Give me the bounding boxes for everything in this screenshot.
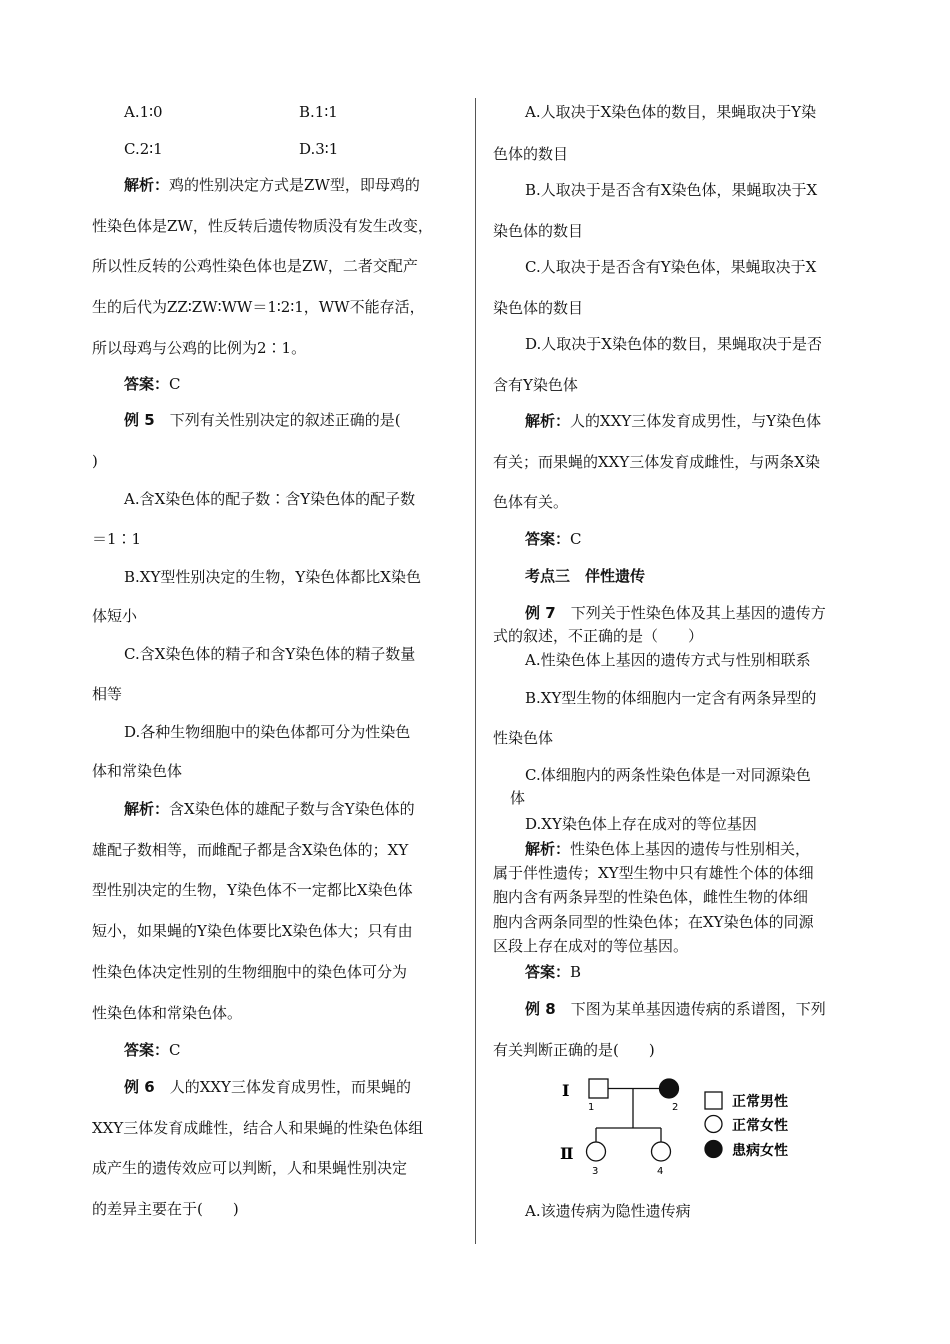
example-7-question: 式的叙述，不正确的是（ ） <box>493 627 704 645</box>
analysis-line: 有关；而果蝇的XXY三体发育成雌性，与两条X染 <box>493 453 820 471</box>
option-b: B.1∶1 <box>299 103 338 121</box>
option-a: A.1∶0 <box>124 103 163 121</box>
normal-female-symbol <box>652 1142 671 1161</box>
example-6-question: 例 6 人的XXY三体发育成男性，而果蝇的 <box>124 1078 411 1096</box>
example-6-option-b: 染色体的数目 <box>493 222 584 240</box>
analysis-line: 解析：含X染色体的雄配子数与含Y染色体的 <box>124 800 415 818</box>
example-7-option-d: D.XY染色体上存在成对的等位基因 <box>525 815 757 833</box>
individual-number: 1 <box>588 1102 595 1113</box>
option-d: D.3∶1 <box>299 140 339 158</box>
legend-label: 患病女性 <box>732 1143 788 1159</box>
example-6-option-a: A.人取决于X染色体的数目，果蝇取决于Y染 <box>525 103 817 121</box>
example-5-option-c: 相等 <box>92 685 123 703</box>
example-5-option-a: A.含X染色体的配子数∶含Y染色体的配子数 <box>124 490 416 508</box>
example-7-option-c: 体 <box>510 789 526 807</box>
analysis-line: 属于伴性遗传；XY型生物中只有雄性个体的体细 <box>493 864 814 882</box>
option-c: C.2∶1 <box>124 140 163 158</box>
answer-line: 答案：C <box>124 375 181 393</box>
legend-male-icon <box>705 1092 722 1109</box>
example-5-option-d: 体和常染色体 <box>92 762 183 780</box>
example-7-question: 例 7 下列关于性染色体及其上基因的遗传方 <box>525 604 826 622</box>
analysis-line: 所以母鸡与公鸡的比例为2∶1。 <box>92 339 307 357</box>
analysis-line: 色体有关。 <box>493 493 569 511</box>
example-7-option-b: 性染色体 <box>493 729 554 747</box>
example-6-question: 的差异主要在于( ) <box>92 1200 239 1218</box>
example-5-question: ) <box>92 452 98 470</box>
legend-label: 正常男性 <box>732 1094 788 1110</box>
example-6-option-a: 色体的数目 <box>493 145 569 163</box>
analysis-line: 短小，如果蝇的Y染色体要比X染色体大；只有由 <box>92 922 413 940</box>
answer-line: 答案：C <box>124 1041 181 1059</box>
example-5-option-d: D.各种生物细胞中的染色体都可分为性染色 <box>124 723 411 741</box>
analysis-line: 生的后代为ZZ∶ZW∶WW＝1∶2∶1，WW不能存活， <box>92 298 425 316</box>
analysis-line: 性染色体是ZW，性反转后遗传物质没有发生改变， <box>92 217 433 235</box>
example-7-option-b: B.XY型生物的体细胞内一定含有两条异型的 <box>525 689 817 707</box>
analysis-line: 胞内含两条同型的性染色体；在XY染色体的同源 <box>493 913 814 931</box>
example-5-option-b: B.XY型性别决定的生物，Y染色体都比X染色 <box>124 568 421 586</box>
individual-number: 2 <box>672 1102 679 1113</box>
legend-female-icon <box>705 1116 722 1133</box>
analysis-line: 区段上存在成对的等位基因。 <box>493 937 689 955</box>
analysis-line: 性染色体决定性别的生物细胞中的染色体可分为 <box>92 963 408 981</box>
example-5-option-b: 体短小 <box>92 607 138 625</box>
answer-line: 答案：B <box>525 963 582 981</box>
analysis-line: 解析：鸡的性别决定方式是ZW型，即母鸡的 <box>124 176 420 194</box>
example-5-question: 例 5 下列有关性别决定的叙述正确的是( <box>124 411 401 429</box>
analysis-line: 雄配子数相等，而雌配子都是含X染色体的；XY <box>92 841 409 859</box>
normal-male-symbol <box>589 1079 608 1098</box>
example-6-option-d: 含有Y染色体 <box>493 376 578 394</box>
analysis-line: 胞内含有两条异型的性染色体，雌性生物的体细 <box>493 888 809 906</box>
analysis-line: 型性别决定的生物，Y染色体不一定都比X染色体 <box>92 881 413 899</box>
answer-line: 答案：C <box>525 530 582 548</box>
analysis-line: 解析：人的XXY三体发育成男性，与Y染色体 <box>525 412 822 430</box>
example-7-option-c: C.体细胞内的两条性染色体是一对同源染色 <box>525 766 811 784</box>
analysis-line: 性染色体和常染色体。 <box>92 1004 243 1022</box>
example-6-question: XXY三体发育成雌性，结合人和果蝇的性染色体组 <box>92 1119 424 1137</box>
generation-label-1: Ⅰ <box>562 1081 570 1100</box>
analysis-line: 解析：性染色体上基因的遗传与性别相关， <box>525 840 811 858</box>
example-5-option-a: ＝1∶1 <box>92 530 142 548</box>
example-7-option-a: A.性染色体上基因的遗传方式与性别相联系 <box>525 651 811 669</box>
example-8-question: 有关判断正确的是( ) <box>493 1041 655 1059</box>
pedigree-chart <box>560 1072 830 1182</box>
analysis-line: 所以性反转的公鸡性染色体也是ZW，二者交配产 <box>92 257 418 275</box>
affected-female-symbol <box>660 1079 679 1098</box>
example-5-option-c: C.含X染色体的精子和含Y染色体的精子数量 <box>124 645 416 663</box>
example-8-question: 例 8 下图为某单基因遗传病的系谱图，下列 <box>525 1000 826 1018</box>
legend-affected-icon <box>705 1141 722 1158</box>
example-8-option-a: A.该遗传病为隐性遗传病 <box>525 1202 691 1220</box>
section-title: 考点三 伴性遗传 <box>525 567 646 585</box>
example-6-option-b: B.人取决于是否含有X染色体，果蝇取决于X <box>525 181 818 199</box>
example-6-option-d: D.人取决于X染色体的数目，果蝇取决于是否 <box>525 335 822 353</box>
individual-number: 3 <box>592 1166 599 1177</box>
example-6-option-c: C.人取决于是否含有Y染色体，果蝇取决于X <box>525 258 817 276</box>
legend-label: 正常女性 <box>732 1118 788 1134</box>
generation-label-2: Ⅱ <box>560 1144 574 1163</box>
column-divider <box>475 98 476 1244</box>
individual-number: 4 <box>657 1166 664 1177</box>
example-6-question: 成产生的遗传效应可以判断，人和果蝇性别决定 <box>92 1159 408 1177</box>
example-6-option-c: 染色体的数目 <box>493 299 584 317</box>
normal-female-symbol <box>587 1142 606 1161</box>
